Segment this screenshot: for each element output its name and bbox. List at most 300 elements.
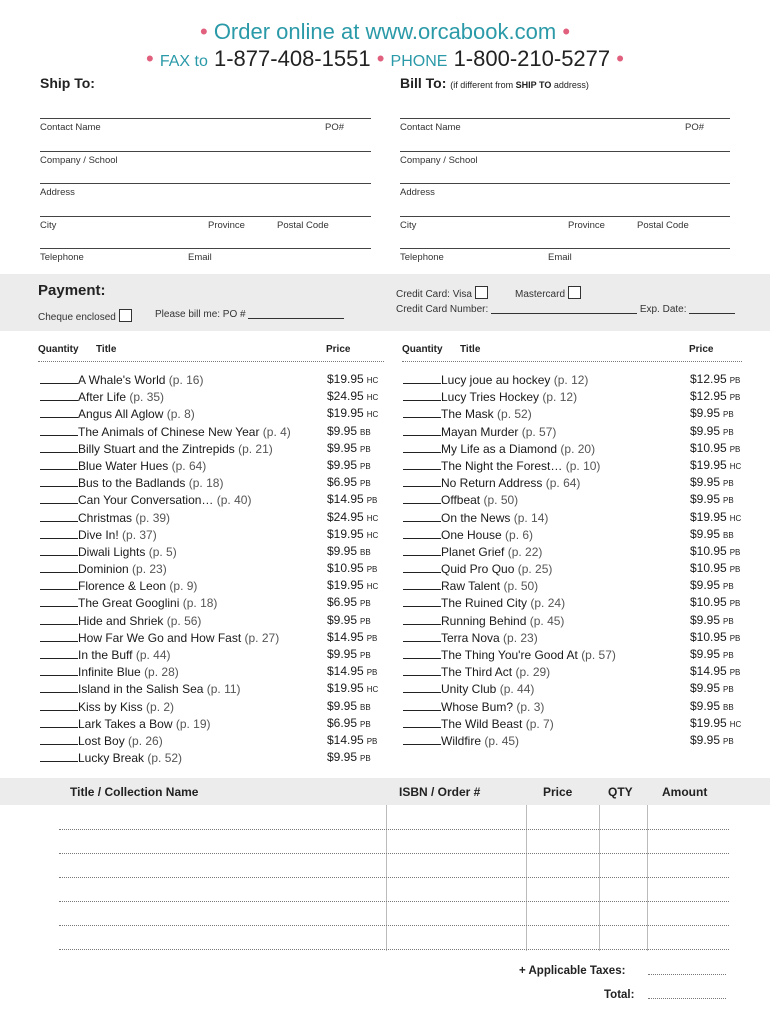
book-page: (p. 24) bbox=[530, 596, 566, 611]
quantity-field[interactable] bbox=[40, 732, 78, 745]
book-title: Planet Grief bbox=[441, 544, 505, 559]
book-price: $10.95 bbox=[690, 561, 727, 576]
book-title: Lucy Tries Hockey bbox=[441, 390, 540, 405]
quantity-field[interactable] bbox=[403, 457, 441, 470]
book-price: $6.95 bbox=[327, 475, 358, 490]
quantity-field[interactable] bbox=[403, 577, 441, 590]
total-label: Total: bbox=[604, 989, 635, 1001]
book-format: PB bbox=[366, 565, 378, 575]
book-price-cell bbox=[327, 629, 377, 647]
col-divider bbox=[647, 805, 648, 951]
book-price: $9.95 bbox=[327, 440, 358, 455]
book-row bbox=[403, 491, 753, 508]
book-row bbox=[40, 749, 390, 766]
book-title: Blue Water Hues bbox=[78, 458, 169, 473]
book-format: PB bbox=[360, 651, 371, 660]
book-price-cell bbox=[690, 629, 740, 647]
book-row bbox=[40, 560, 390, 577]
book-title: My Life as a Diamond bbox=[441, 441, 558, 456]
quantity-field[interactable] bbox=[403, 526, 441, 539]
book-row bbox=[403, 371, 753, 388]
mastercard-checkbox[interactable] bbox=[568, 286, 581, 299]
book-page: (p. 45) bbox=[529, 613, 565, 628]
book-row bbox=[403, 698, 753, 715]
quantity-field[interactable] bbox=[403, 663, 441, 676]
book-format: PB bbox=[366, 668, 378, 678]
order-row-line[interactable] bbox=[59, 877, 729, 878]
book-title: The Ruined City bbox=[441, 596, 528, 611]
taxes-label: + Applicable Taxes: bbox=[519, 965, 626, 977]
left-title-header: Title bbox=[96, 344, 117, 355]
book-price: $6.95 bbox=[327, 595, 358, 610]
ship-telephone-line[interactable] bbox=[40, 248, 371, 249]
taxes-field[interactable] bbox=[648, 974, 726, 975]
book-row bbox=[403, 560, 753, 577]
credit-card-option bbox=[396, 286, 488, 300]
book-price: $19.95 bbox=[690, 715, 727, 730]
quantity-field[interactable] bbox=[403, 543, 441, 556]
quantity-field[interactable] bbox=[40, 509, 78, 522]
book-row bbox=[40, 715, 390, 732]
book-row bbox=[40, 577, 390, 594]
book-format: PB bbox=[366, 496, 378, 506]
ship-email-label: Email bbox=[188, 252, 212, 263]
book-format: PB bbox=[723, 582, 734, 592]
ship-contact-line[interactable] bbox=[40, 118, 371, 119]
book-row bbox=[40, 543, 390, 560]
book-price-cell bbox=[327, 423, 371, 441]
book-row bbox=[40, 491, 390, 508]
book-title: Dive In! bbox=[78, 527, 119, 542]
quantity-field[interactable] bbox=[40, 388, 78, 401]
book-row bbox=[40, 388, 390, 405]
credit-card-label: Credit Card: bbox=[396, 289, 450, 300]
book-price: $14.95 bbox=[327, 732, 364, 747]
book-price-cell bbox=[327, 526, 378, 544]
bill-city-line[interactable] bbox=[400, 216, 730, 217]
book-title: The Third Act bbox=[441, 665, 513, 680]
quantity-field[interactable] bbox=[403, 423, 441, 436]
quantity-field[interactable] bbox=[403, 612, 441, 625]
book-format: HC bbox=[366, 410, 379, 420]
book-price-cell bbox=[327, 388, 378, 406]
book-page: (p. 12) bbox=[542, 390, 578, 405]
col-title-header: Title / Collection Name bbox=[70, 785, 199, 799]
book-title: Quid Pro Quo bbox=[441, 562, 515, 577]
quantity-field[interactable] bbox=[403, 440, 441, 453]
book-format: PB bbox=[723, 479, 734, 489]
book-page: (p. 50) bbox=[503, 579, 539, 594]
book-price-cell bbox=[327, 491, 377, 509]
bill-po-label: PO# bbox=[685, 122, 705, 133]
book-row bbox=[40, 474, 390, 491]
col-divider bbox=[599, 805, 600, 951]
book-price-cell bbox=[690, 388, 740, 406]
book-price-cell bbox=[327, 577, 378, 595]
book-page: (p. 37) bbox=[122, 527, 157, 542]
bill-to-note bbox=[450, 80, 589, 90]
order-row-line[interactable] bbox=[59, 829, 729, 830]
book-row bbox=[40, 526, 390, 543]
quantity-field[interactable] bbox=[40, 423, 78, 436]
order-row-line[interactable] bbox=[59, 901, 729, 902]
ship-postal-label: Postal Code bbox=[277, 220, 329, 231]
bullet: • bbox=[376, 46, 385, 71]
book-price: $9.95 bbox=[327, 423, 358, 438]
bill-contact-label: Contact Name bbox=[400, 122, 461, 133]
quantity-field[interactable] bbox=[40, 629, 78, 642]
book-price: $19.95 bbox=[690, 509, 727, 524]
book-title: Florence & Leon bbox=[78, 579, 167, 594]
book-page: (p. 9) bbox=[169, 579, 198, 594]
quantity-field[interactable] bbox=[403, 405, 441, 418]
book-title: How Far We Go and How Fast bbox=[78, 630, 242, 645]
book-page: (p. 23) bbox=[132, 562, 167, 577]
book-page: (p. 25) bbox=[517, 562, 553, 577]
book-page: (p. 5) bbox=[148, 544, 177, 559]
book-page: (p. 45) bbox=[484, 733, 520, 748]
book-page: (p. 35) bbox=[129, 390, 165, 405]
book-title: Wildfire bbox=[441, 733, 482, 748]
quantity-field[interactable] bbox=[40, 560, 78, 573]
book-title: The Thing You're Good At bbox=[441, 648, 578, 662]
cheque-label: Cheque enclosed bbox=[38, 312, 116, 323]
book-price-cell bbox=[690, 543, 740, 561]
book-format: HC bbox=[729, 513, 742, 523]
book-page: (p. 29) bbox=[515, 665, 551, 680]
book-format: PB bbox=[723, 427, 734, 437]
book-title: The Wild Beast bbox=[441, 716, 523, 731]
bill-me-option[interactable] bbox=[155, 309, 344, 320]
book-price: $10.95 bbox=[690, 440, 727, 455]
book-page: (p. 6) bbox=[505, 527, 534, 542]
book-page: (p. 28) bbox=[144, 665, 179, 680]
book-title: A Whale's World bbox=[78, 373, 166, 387]
book-title: Infinite Blue bbox=[78, 665, 141, 680]
book-price: $9.95 bbox=[327, 647, 358, 661]
book-row bbox=[403, 405, 753, 422]
bill-telephone-line[interactable] bbox=[400, 248, 730, 249]
book-page: (p. 18) bbox=[182, 596, 218, 611]
quantity-field[interactable] bbox=[40, 715, 78, 728]
bill-province-label: Province bbox=[568, 220, 605, 231]
book-title: Whose Bum? bbox=[441, 699, 514, 714]
book-title: Hide and Shriek bbox=[78, 613, 164, 628]
book-title: The Animals of Chinese New Year bbox=[78, 424, 260, 439]
book-format: BB bbox=[723, 530, 734, 540]
book-price: $9.95 bbox=[690, 526, 721, 541]
book-row bbox=[403, 440, 753, 457]
quantity-field[interactable] bbox=[403, 594, 441, 607]
quantity-field[interactable] bbox=[40, 491, 78, 504]
col-isbn-header: ISBN / Order # bbox=[399, 785, 481, 799]
book-row bbox=[40, 629, 390, 646]
book-price: $9.95 bbox=[690, 681, 721, 696]
book-price: $19.95 bbox=[327, 526, 364, 541]
book-row bbox=[403, 594, 753, 611]
book-format: PB bbox=[366, 633, 378, 643]
book-price: $14.95 bbox=[327, 664, 364, 679]
book-price-cell bbox=[690, 715, 741, 733]
quantity-field[interactable] bbox=[403, 732, 441, 745]
book-price: $19.95 bbox=[690, 457, 727, 472]
book-row bbox=[40, 698, 390, 715]
book-price: $19.95 bbox=[327, 681, 364, 696]
book-format: HC bbox=[366, 513, 379, 523]
book-row bbox=[40, 732, 390, 749]
book-price: $12.95 bbox=[690, 389, 727, 404]
book-price-cell bbox=[690, 509, 741, 527]
book-price-cell bbox=[690, 491, 734, 509]
book-page: (p. 52) bbox=[497, 407, 532, 422]
book-row bbox=[403, 423, 753, 440]
quantity-field[interactable] bbox=[40, 612, 78, 625]
book-format: PB bbox=[729, 565, 741, 575]
bill-contact-line[interactable] bbox=[400, 118, 730, 119]
order-row-line[interactable] bbox=[59, 853, 729, 854]
quantity-field[interactable] bbox=[40, 663, 78, 676]
quantity-field[interactable] bbox=[40, 680, 78, 693]
quantity-field[interactable] bbox=[403, 388, 441, 401]
po-number-field[interactable] bbox=[248, 318, 344, 319]
quantity-field[interactable] bbox=[40, 749, 78, 762]
book-price-cell bbox=[690, 526, 734, 544]
book-row bbox=[403, 680, 753, 697]
book-format: HC bbox=[366, 376, 379, 385]
book-format: PB bbox=[723, 496, 734, 506]
book-price: $19.95 bbox=[327, 372, 364, 386]
book-row bbox=[403, 646, 753, 663]
book-format: BB bbox=[723, 702, 734, 712]
book-row bbox=[403, 509, 753, 526]
book-price-cell bbox=[327, 680, 378, 698]
bullet: • bbox=[199, 19, 208, 44]
quantity-field[interactable] bbox=[40, 371, 78, 384]
book-format: PB bbox=[360, 599, 371, 609]
book-title: Angus All Aglow bbox=[78, 407, 164, 422]
right-title-header: Title bbox=[460, 344, 481, 355]
book-price: $9.95 bbox=[327, 612, 358, 627]
bill-postal-label: Postal Code bbox=[637, 220, 689, 231]
book-format: BB bbox=[360, 427, 371, 437]
book-price-cell bbox=[327, 612, 371, 630]
book-price-cell bbox=[690, 440, 740, 458]
quantity-field[interactable] bbox=[40, 526, 78, 539]
quantity-field[interactable] bbox=[403, 646, 441, 659]
book-price-cell bbox=[690, 698, 734, 716]
quantity-field[interactable] bbox=[40, 474, 78, 487]
ship-telephone-label: Telephone bbox=[40, 252, 84, 263]
book-title: On the News bbox=[441, 510, 511, 525]
book-price-cell bbox=[327, 560, 377, 578]
visa-checkbox[interactable] bbox=[475, 286, 488, 299]
book-row bbox=[40, 440, 390, 457]
book-row bbox=[40, 371, 390, 388]
book-title: Dominion bbox=[78, 562, 129, 577]
order-row-line[interactable] bbox=[59, 925, 729, 926]
bill-note-suffix: address) bbox=[553, 80, 589, 90]
cc-number-field[interactable] bbox=[491, 313, 637, 314]
book-price-cell bbox=[327, 749, 371, 767]
col-divider bbox=[526, 805, 527, 951]
book-row bbox=[403, 474, 753, 491]
book-format: HC bbox=[366, 685, 379, 695]
quantity-field[interactable] bbox=[40, 646, 78, 659]
book-title: Lark Takes a Bow bbox=[78, 716, 173, 731]
book-row bbox=[403, 543, 753, 560]
exp-date-field[interactable] bbox=[689, 313, 735, 314]
book-page: (p. 27) bbox=[244, 630, 280, 645]
book-row bbox=[40, 612, 390, 629]
quantity-field[interactable] bbox=[403, 509, 441, 522]
quantity-field[interactable] bbox=[40, 543, 78, 556]
mastercard-option[interactable] bbox=[515, 286, 581, 300]
book-price-cell bbox=[690, 457, 741, 475]
quantity-field[interactable] bbox=[403, 698, 441, 711]
fax-number: 1-877-408-1551 bbox=[214, 46, 371, 71]
quantity-field[interactable] bbox=[403, 560, 441, 573]
book-price: $12.95 bbox=[690, 372, 727, 386]
left-header-rule bbox=[38, 361, 384, 362]
book-price: $9.95 bbox=[327, 543, 358, 558]
book-price: $19.95 bbox=[327, 406, 364, 421]
quantity-field[interactable] bbox=[403, 371, 441, 384]
book-format: PB bbox=[729, 547, 741, 557]
quantity-field[interactable] bbox=[403, 474, 441, 487]
book-row bbox=[403, 526, 753, 543]
book-page: (p. 8) bbox=[166, 407, 195, 422]
book-format: PB bbox=[360, 754, 371, 764]
book-format: PB bbox=[729, 668, 741, 678]
book-price-cell bbox=[690, 680, 734, 698]
book-price: $9.95 bbox=[690, 423, 721, 438]
phone-label: PHONE bbox=[390, 53, 448, 70]
book-page: (p. 7) bbox=[525, 716, 554, 731]
book-page: (p. 4) bbox=[262, 424, 291, 439]
quantity-field[interactable] bbox=[40, 405, 78, 418]
ship-company-line[interactable] bbox=[40, 151, 371, 152]
quantity-field[interactable] bbox=[40, 594, 78, 607]
book-page: (p. 12) bbox=[553, 373, 589, 387]
bill-note-prefix: (if different from bbox=[450, 80, 514, 90]
bill-company-line[interactable] bbox=[400, 151, 730, 152]
book-row bbox=[40, 509, 390, 526]
book-format: HC bbox=[366, 393, 379, 403]
book-price-cell bbox=[327, 594, 371, 612]
exp-date-label: Exp. Date: bbox=[639, 304, 687, 315]
book-row bbox=[40, 405, 390, 422]
ship-address-line[interactable] bbox=[40, 183, 371, 184]
phone-number: 1-800-210-5277 bbox=[453, 46, 611, 71]
book-price-cell bbox=[690, 405, 734, 423]
cheque-checkbox[interactable] bbox=[119, 309, 132, 322]
book-price: $24.95 bbox=[327, 509, 364, 524]
book-price: $9.95 bbox=[690, 492, 721, 507]
bill-me-label: Please bill me: PO # bbox=[155, 309, 246, 320]
book-title: Can Your Conversation… bbox=[78, 493, 214, 508]
bill-address-line[interactable] bbox=[400, 183, 730, 184]
quantity-field[interactable] bbox=[40, 457, 78, 470]
bill-city-label: City bbox=[400, 220, 417, 231]
left-book-list bbox=[40, 371, 390, 766]
book-price-cell bbox=[327, 440, 371, 458]
book-title: Billy Stuart and the Zintrepids bbox=[78, 441, 235, 456]
book-price-cell bbox=[690, 646, 734, 664]
book-title: Running Behind bbox=[441, 613, 527, 628]
book-price: $9.95 bbox=[327, 698, 358, 713]
book-row bbox=[403, 612, 753, 629]
ship-contact-label: Contact Name bbox=[40, 122, 101, 133]
order-online-line bbox=[0, 18, 770, 46]
book-page: (p. 50) bbox=[483, 493, 519, 508]
quantity-field[interactable] bbox=[403, 715, 441, 728]
quantity-field[interactable] bbox=[40, 698, 78, 711]
book-title: Bus to the Badlands bbox=[78, 476, 186, 491]
book-price: $19.95 bbox=[327, 578, 364, 593]
book-price: $9.95 bbox=[690, 698, 721, 713]
book-row bbox=[40, 594, 390, 611]
book-title: Lucky Break bbox=[78, 751, 145, 766]
book-title: Christmas bbox=[78, 510, 133, 525]
right-price-header: Price bbox=[689, 344, 714, 355]
cheque-option[interactable] bbox=[38, 309, 132, 323]
bullet: • bbox=[562, 19, 571, 44]
book-row bbox=[403, 663, 753, 680]
book-row bbox=[403, 577, 753, 594]
book-price-cell bbox=[327, 509, 378, 527]
book-row bbox=[403, 388, 753, 405]
book-price-cell bbox=[327, 474, 371, 492]
book-price-cell bbox=[690, 474, 734, 492]
book-price-cell bbox=[327, 457, 371, 475]
ship-city-line[interactable] bbox=[40, 216, 371, 217]
quantity-field[interactable] bbox=[40, 577, 78, 590]
book-title: Terra Nova bbox=[441, 630, 500, 645]
quantity-field[interactable] bbox=[403, 491, 441, 504]
book-price-cell bbox=[327, 646, 371, 664]
quantity-field[interactable] bbox=[403, 680, 441, 693]
bill-to-label: Bill To: bbox=[400, 75, 447, 91]
book-page: (p. 40) bbox=[216, 493, 252, 508]
book-price-cell bbox=[690, 577, 734, 595]
right-header-rule bbox=[402, 361, 742, 362]
book-page: (p. 57) bbox=[581, 648, 616, 662]
book-page: (p. 23) bbox=[503, 630, 538, 645]
book-page: (p. 26) bbox=[128, 733, 163, 748]
cc-number-row bbox=[396, 304, 735, 315]
book-title: Kiss by Kiss bbox=[78, 699, 143, 714]
book-price-cell bbox=[690, 560, 740, 578]
book-page: (p. 22) bbox=[507, 544, 543, 559]
book-page: (p. 20) bbox=[560, 441, 596, 456]
book-format: PB bbox=[360, 461, 371, 471]
mastercard-label: Mastercard bbox=[515, 289, 566, 300]
book-format: PB bbox=[723, 616, 734, 626]
quantity-field[interactable] bbox=[40, 440, 78, 453]
book-format: HC bbox=[366, 582, 379, 592]
book-price: $14.95 bbox=[690, 664, 727, 679]
order-online-text[interactable]: Order online at www.orcabook.com bbox=[213, 19, 557, 44]
quantity-field[interactable] bbox=[403, 629, 441, 642]
book-price: $10.95 bbox=[690, 543, 727, 558]
ship-address-label: Address bbox=[40, 187, 75, 198]
book-format: PB bbox=[729, 376, 741, 385]
book-format: PB bbox=[366, 736, 378, 746]
order-row-line[interactable] bbox=[59, 949, 729, 950]
book-price: $10.95 bbox=[690, 629, 727, 644]
book-title: Lost Boy bbox=[78, 733, 125, 748]
total-field[interactable] bbox=[648, 998, 726, 999]
